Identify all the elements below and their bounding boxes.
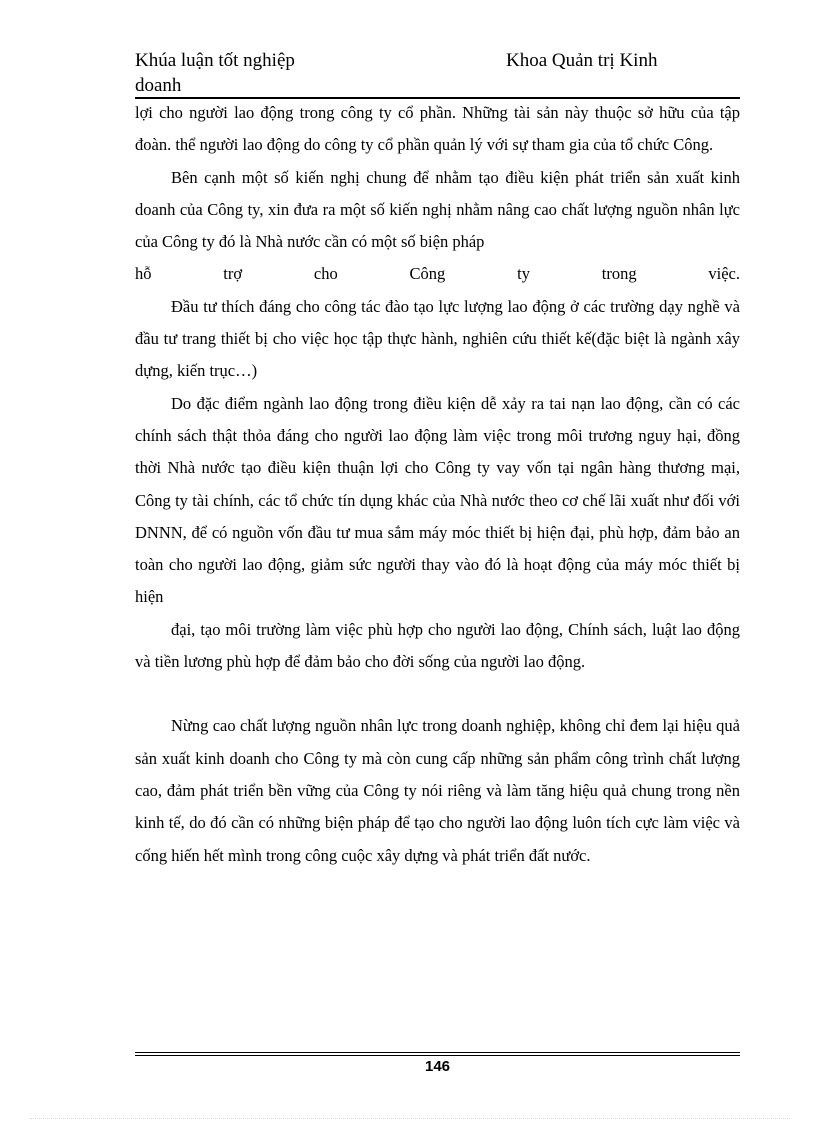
page-number: 146 <box>424 1058 451 1075</box>
footer-divider <box>135 1052 740 1056</box>
paragraph-3: hỗ trợ cho Công ty trong việc. <box>135 264 740 284</box>
paragraph-gap <box>135 678 740 710</box>
paragraph-2: Bên cạnh một số kiến nghị chung để nhằm tạo điều kiện phát triển sản xuất kinh doanh của Công ty, xin đưa ra một số kiến nghị nhằm nâng cao chất lượng nguồn nhân lực của Công ty đó là Nhà nước cần có một số biện pháp <box>135 167 740 252</box>
paragraph-1: lợi cho người lao động trong công ty cổ phần. Những tài sản này thuộc sở hữu của tập đoàn. thể người lao động do công ty cổ phần quản lý với sự tham gia của tổ chức Công. <box>135 103 740 155</box>
document-body <box>135 97 740 872</box>
paragraph-5: Do đặc điểm ngành lao động trong điều kiện dễ xảy ra tai nạn lao động, cần có các chính sách thật thỏa đáng cho người lao động làm việc trong môi trương nguy hại, đồng thời Nhà nước tạo điều kiện thuận lợi cho Công ty vay vốn tại ngân hàng thương mại, Công ty tài chính, các tổ chức tín dụng khác của Nhà nước theo cơ chế lãi xuất như đối với DNNN, để có nguồn vốn đầu tư mua sắm máy móc thiết bị hiện đại, phù hợp, đảm bảo an toàn cho người lao động, giảm sức người thay vào đó là hoạt động của máy móc thiết bị hiện <box>135 393 740 607</box>
page-header <box>135 48 740 98</box>
header-left-text: Khúa luận tốt nghiệp doanh <box>135 50 295 96</box>
paragraph-7: Nừng cao chất lượng nguồn nhân lực trong doanh nghiệp, không chỉ đem lại hiệu quả sản xuất kinh doanh cho Công ty mà còn cung cấp những sản phẩm công trình chất lượng cao, đảm phát triển bền vững của Công ty nói riêng và làm tăng hiệu quả chung trong nền kinh tế, do đó cần có những biện pháp để tạo cho người lao động luôn tích cực làm việc và cống hiến hết mình trong công cuộc xây dựng và phát triển đất nước. <box>135 716 740 865</box>
paragraph-6: đại, tạo môi trường làm việc phù hợp cho người lao động, Chính sách, luật lao động và tiền lương phù hợp để đảm bảo cho đời sống của người lao động. <box>135 619 740 672</box>
paragraph-4: Đầu tư thích đáng cho công tác đào tạo lực lượng lao động ở các trường dạy nghề và đầu tư trang thiết bị cho việc học tập thực hành, nghiên cứu thiết kế(đặc biệt là ngành xây dựng, kiến trục…) <box>135 296 740 381</box>
header-right-text: Khoa Quản trị Kinh <box>506 50 658 71</box>
page-edge-divider <box>30 1118 790 1119</box>
